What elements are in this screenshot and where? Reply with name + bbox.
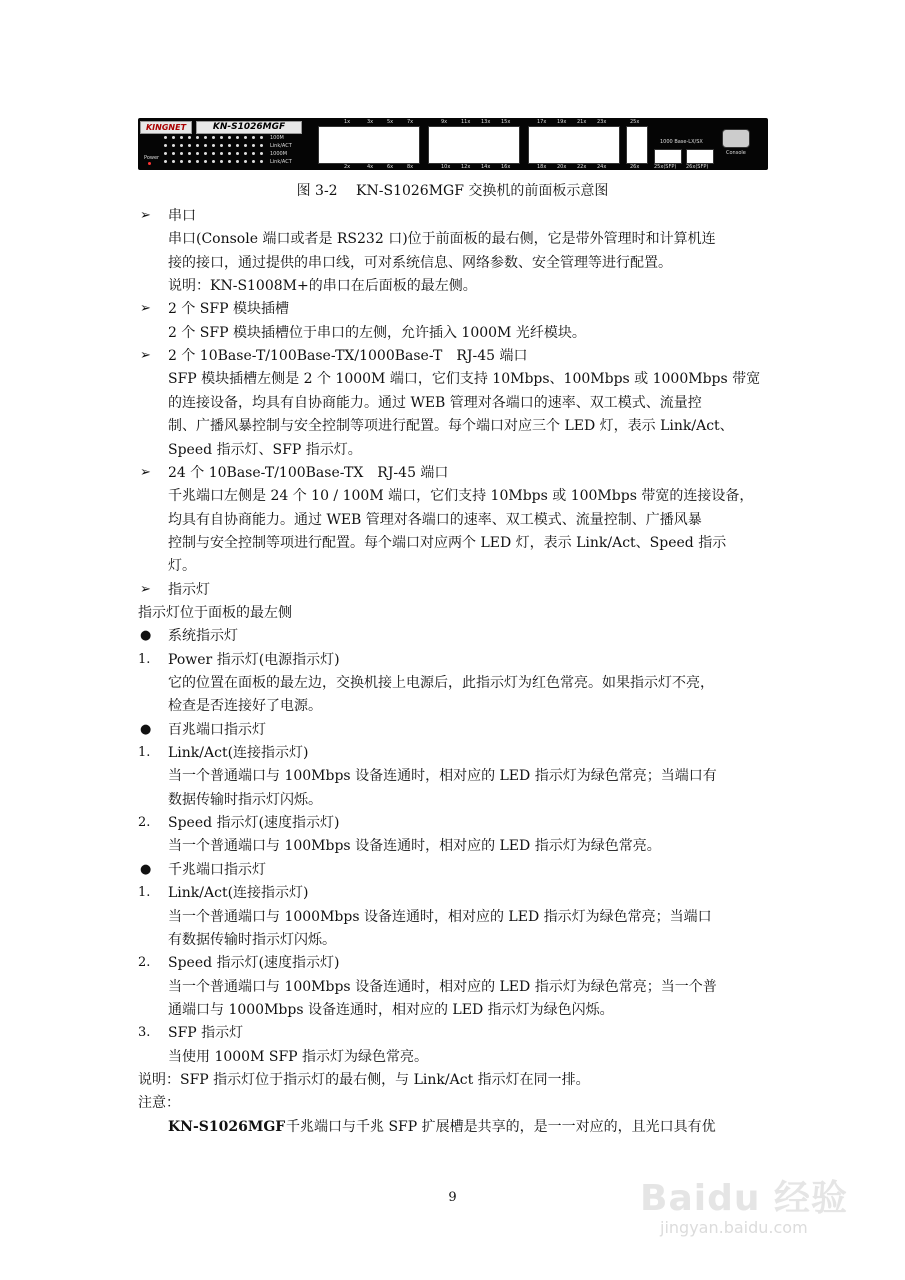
port-label-bottom: 26x bbox=[630, 164, 640, 170]
led-dot bbox=[260, 136, 263, 139]
led-dot bbox=[228, 144, 231, 147]
list-number: 1. bbox=[138, 651, 151, 667]
led-dot bbox=[204, 152, 207, 155]
text-line: Speed 指示灯、SFP 指示灯。 bbox=[168, 441, 362, 458]
led-label-link-2: Link/ACT bbox=[270, 159, 292, 165]
text-line: Link/Act(连接指示灯) bbox=[168, 885, 309, 902]
led-label-100m: 100M bbox=[270, 135, 284, 141]
sfp-label: 1000 Base-LX/SX bbox=[660, 139, 703, 145]
figure-caption: 图 3-2 KN-S1026MGF 交换机的前面板示意图 bbox=[296, 183, 609, 199]
port-label-bottom: 10x bbox=[441, 164, 451, 170]
led-dot bbox=[244, 152, 247, 155]
list-number: 2. bbox=[138, 955, 151, 971]
led-dot bbox=[252, 152, 255, 155]
text-line: 千兆端口左侧是 24 个 10 / 100M 端口，它们支持 10Mbps 或 100Mbps 带宽的连接设备， bbox=[168, 488, 754, 505]
text-line: 它的位置在面板的最左边，交换机接上电源后，此指示灯为红色常亮。如果指示灯不亮， bbox=[168, 675, 714, 691]
port-label-top: 9x bbox=[441, 119, 448, 125]
port-label-bottom: 22x bbox=[577, 164, 587, 170]
led-dot bbox=[220, 144, 223, 147]
bold-model-name: KN-S1026MGF bbox=[168, 1118, 286, 1135]
text-line: 灯。 bbox=[168, 558, 196, 575]
text-line: 串口(Console 端口或者是 RS232 口)位于前面板的最右侧，它是带外管理时和计算机连 bbox=[168, 231, 716, 248]
led-dot bbox=[196, 160, 199, 163]
led-dot bbox=[212, 160, 215, 163]
led-dot bbox=[180, 152, 183, 155]
console-label: Console bbox=[726, 150, 746, 156]
text-line: 指示灯 bbox=[168, 581, 210, 598]
led-dot bbox=[252, 160, 255, 163]
led-dot bbox=[172, 152, 175, 155]
led-dot bbox=[220, 160, 223, 163]
led-dot bbox=[260, 144, 263, 147]
text-line: SFP 模块插槽左侧是 2 个 1000M 端口，它们支持 10Mbps、100Mbps 或 1000Mbps 带宽 bbox=[168, 371, 761, 388]
console-port bbox=[722, 129, 750, 148]
text-line: 当一个普通端口与 100Mbps 设备连通时，相对应的 LED 指示灯为绿色常亮；当一个普 bbox=[168, 978, 717, 995]
text-line: 2 个 10Base-T/100Base-TX/1000Base-T RJ-45 端口 bbox=[168, 348, 528, 365]
led-dot bbox=[172, 144, 175, 147]
port-label-bottom: 20x bbox=[557, 164, 567, 170]
text-line: 通端口与 1000Mbps 设备连通时，相对应的 LED 指示灯为绿色闪烁。 bbox=[168, 1001, 614, 1018]
led-dot bbox=[204, 144, 207, 147]
led-dot bbox=[172, 136, 175, 139]
text-line: 当一个普通端口与 100Mbps 设备连通时，相对应的 LED 指示灯为绿色常亮；当端口有 bbox=[168, 768, 717, 785]
port-label-bottom: 4x bbox=[367, 164, 374, 170]
power-led bbox=[148, 162, 151, 165]
port-block-2 bbox=[428, 126, 520, 164]
led-dot bbox=[236, 144, 239, 147]
text-line: Speed 指示灯(速度指示灯) bbox=[168, 815, 340, 832]
page-number: 9 bbox=[448, 1190, 457, 1205]
text-line: 系统指示灯 bbox=[168, 628, 238, 645]
text-line: 控制与安全控制等项进行配置。每个端口对应两个 LED 灯，表示 Link/Act、Speed 指示 bbox=[168, 534, 727, 551]
led-dot bbox=[228, 152, 231, 155]
led-dot bbox=[204, 136, 207, 139]
led-dot bbox=[252, 136, 255, 139]
list-number: 1. bbox=[138, 885, 151, 901]
port-label-top: 21x bbox=[577, 119, 587, 125]
led-dot bbox=[236, 160, 239, 163]
port-label-bottom: 6x bbox=[387, 164, 394, 170]
text-line: Speed 指示灯(速度指示灯) bbox=[168, 955, 340, 972]
led-dot bbox=[188, 160, 191, 163]
text-line: 2 个 SFP 模块插槽 bbox=[168, 301, 289, 318]
sfp-slot-2 bbox=[686, 149, 714, 164]
port-label-top: 25x bbox=[630, 119, 640, 125]
port-label-top: 3x bbox=[367, 119, 374, 125]
arrow-bullet-icon: ➢ bbox=[140, 464, 151, 480]
text-line: 说明：SFP 指示灯位于指示灯的最右侧，与 Link/Act 指示灯在同一排。 bbox=[138, 1071, 590, 1088]
led-dot bbox=[164, 144, 167, 147]
led-dot bbox=[204, 160, 207, 163]
port-label-bottom: 24x bbox=[597, 164, 607, 170]
port-label-top: 13x bbox=[481, 119, 491, 125]
text-line: 指示灯位于面板的最左侧 bbox=[138, 604, 292, 621]
model-label: KN-S1026MGF bbox=[196, 121, 302, 134]
port-label-top: 7x bbox=[407, 119, 414, 125]
port-block-3 bbox=[528, 126, 620, 164]
port-label-top: 23x bbox=[597, 119, 607, 125]
led-dot bbox=[244, 144, 247, 147]
text-line: 注意： bbox=[138, 1095, 180, 1112]
led-dot bbox=[212, 152, 215, 155]
arrow-bullet-icon: ➢ bbox=[140, 301, 151, 317]
arrow-bullet-icon: ➢ bbox=[140, 348, 151, 364]
led-dot bbox=[164, 152, 167, 155]
text-line: 串口 bbox=[168, 208, 196, 224]
led-dot bbox=[260, 152, 263, 155]
port-label-top: 11x bbox=[461, 119, 471, 125]
led-dot bbox=[220, 136, 223, 139]
port-label-bottom: 12x bbox=[461, 164, 471, 170]
arrow-bullet-icon: ➢ bbox=[140, 581, 151, 597]
led-dot bbox=[236, 136, 239, 139]
text-line: 均具有自协商能力。通过 WEB 管理对各端口的速率、双工模式、流量控制、广播风暴 bbox=[168, 511, 702, 528]
led-dot bbox=[260, 160, 263, 163]
led-dot bbox=[164, 160, 167, 163]
list-number: 1. bbox=[138, 745, 151, 761]
sfp-port-label-1: 25x(SFP) bbox=[654, 164, 677, 170]
port-label-top: 5x bbox=[387, 119, 394, 125]
text-line: 数据传输时指示灯闪烁。 bbox=[168, 791, 322, 808]
text-line: Link/Act(连接指示灯) bbox=[168, 745, 309, 762]
led-dot bbox=[164, 136, 167, 139]
text-line: 千兆端口与千兆 SFP 扩展槽是共享的，是一一对应的，且光口具有优 bbox=[286, 1118, 716, 1135]
text-line: 检查是否连接好了电源。 bbox=[168, 698, 322, 715]
text-line: 当使用 1000M SFP 指示灯为绿色常亮。 bbox=[168, 1048, 429, 1065]
text-line: 有数据传输时指示灯闪烁。 bbox=[168, 931, 336, 948]
led-dot bbox=[196, 136, 199, 139]
led-dot bbox=[244, 136, 247, 139]
text-line: 的连接设备，均具有自协商能力。通过 WEB 管理对各端口的速率、双工模式、流量控 bbox=[168, 394, 702, 411]
dot-bullet-icon: ● bbox=[140, 721, 152, 737]
led-dot bbox=[212, 144, 215, 147]
dot-bullet-icon: ● bbox=[140, 628, 152, 644]
port-label-bottom: 16x bbox=[501, 164, 511, 170]
text-line: 说明：KN-S1008M+的串口在后面板的最左侧。 bbox=[168, 278, 477, 295]
led-label-1000m: 1000M bbox=[270, 151, 288, 157]
led-dot bbox=[188, 152, 191, 155]
led-dot bbox=[220, 152, 223, 155]
port-label-top: 1x bbox=[344, 119, 351, 125]
port-label-top: 17x bbox=[537, 119, 547, 125]
watermark-logo: Baidu 经验 bbox=[640, 1178, 849, 1219]
port-label-bottom: 2x bbox=[344, 164, 351, 170]
sfp-slot-1 bbox=[654, 149, 682, 164]
port-label-top: 19x bbox=[557, 119, 567, 125]
port-label-bottom: 14x bbox=[481, 164, 491, 170]
text-line: 当一个普通端口与 1000Mbps 设备连通时，相对应的 LED 指示灯为绿色常亮；当端口 bbox=[168, 908, 712, 925]
led-dot bbox=[180, 144, 183, 147]
led-dot bbox=[196, 144, 199, 147]
text-line: 百兆端口指示灯 bbox=[168, 721, 266, 738]
led-dot bbox=[252, 144, 255, 147]
port-label-top: 15x bbox=[501, 119, 511, 125]
port-block-gigabit bbox=[626, 126, 648, 164]
led-dot bbox=[188, 136, 191, 139]
text-line: 2 个 SFP 模块插槽位于串口的左侧，允许插入 1000M 光纤模块。 bbox=[168, 324, 586, 341]
port-block-1 bbox=[318, 126, 420, 164]
led-dot bbox=[188, 144, 191, 147]
led-label-link-1: Link/ACT bbox=[270, 143, 292, 149]
led-dot bbox=[212, 136, 215, 139]
text-line: 接的接口，通过提供的串口线，可对系统信息、网络参数、安全管理等进行配置。 bbox=[168, 254, 672, 271]
port-label-bottom: 8x bbox=[407, 164, 414, 170]
dot-bullet-icon: ● bbox=[140, 861, 152, 877]
led-dot bbox=[180, 160, 183, 163]
text-line: Power 指示灯(电源指示灯) bbox=[168, 651, 340, 668]
power-label: Power bbox=[144, 155, 160, 161]
text-line: 24 个 10Base-T/100Base-TX RJ-45 端口 bbox=[168, 464, 449, 481]
led-dot bbox=[172, 160, 175, 163]
text-line: 千兆端口指示灯 bbox=[168, 861, 266, 878]
sfp-port-label-2: 26x(SFP) bbox=[686, 164, 709, 170]
led-dot bbox=[236, 152, 239, 155]
led-dot bbox=[244, 160, 247, 163]
led-dot bbox=[180, 136, 183, 139]
led-dot bbox=[228, 136, 231, 139]
list-number: 3. bbox=[138, 1025, 151, 1041]
arrow-bullet-icon: ➢ bbox=[140, 208, 151, 223]
led-dot bbox=[196, 152, 199, 155]
brand-logo: KINGNET bbox=[140, 121, 192, 134]
text-line: 当一个普通端口与 100Mbps 设备连通时，相对应的 LED 指示灯为绿色常亮。 bbox=[168, 838, 661, 855]
text-line: 制、广播风暴控制与安全控制等项进行配置。每个端口对应三个 LED 灯，表示 Link/Act、 bbox=[168, 418, 734, 435]
text-line: SFP 指示灯 bbox=[168, 1025, 244, 1042]
port-label-bottom: 18x bbox=[537, 164, 547, 170]
watermark-url: jingyan.baidu.com bbox=[660, 1218, 808, 1237]
list-number: 2. bbox=[138, 815, 151, 831]
led-dot bbox=[228, 160, 231, 163]
